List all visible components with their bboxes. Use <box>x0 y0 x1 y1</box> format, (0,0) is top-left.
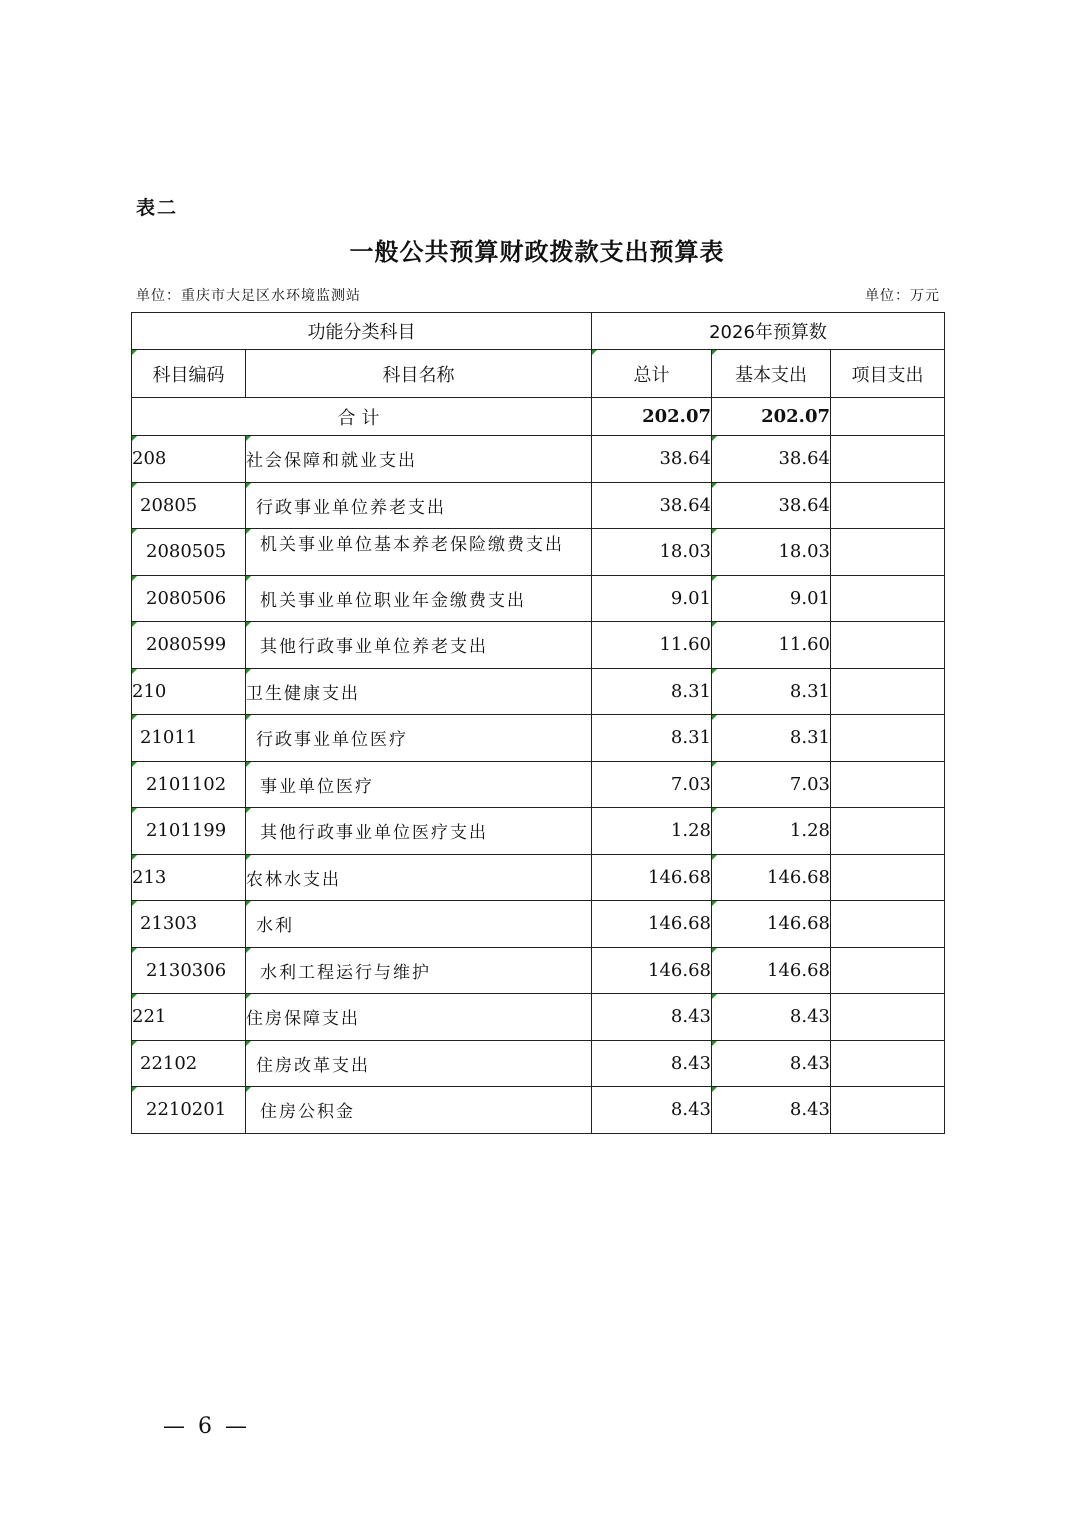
amount-project <box>831 854 945 901</box>
subject-name: 住房改革支出 <box>246 1040 592 1087</box>
amount-total: 8.31 <box>592 668 712 715</box>
amount-total: 146.68 <box>592 947 712 994</box>
table-row <box>132 1040 945 1087</box>
budget-table <box>131 312 945 1134</box>
header-row-columns <box>132 350 945 398</box>
amount-total: 38.64 <box>592 482 712 529</box>
subject-name: 事业单位医疗 <box>246 761 592 808</box>
subject-name: 机关事业单位职业年金缴费支出 <box>246 575 592 622</box>
amount-basic: 146.68 <box>712 947 831 994</box>
table-row <box>132 668 945 715</box>
amount-project <box>831 761 945 808</box>
total-amount: 202.07 <box>592 398 712 436</box>
table-row <box>132 854 945 901</box>
amount-basic: 146.68 <box>712 901 831 948</box>
page-title: 一般公共预算财政拨款支出预算表 <box>349 237 725 266</box>
subject-name: 其他行政事业单位医疗支出 <box>246 808 592 855</box>
table-label: 表二 <box>136 197 179 219</box>
amount-total: 146.68 <box>592 901 712 948</box>
subject-code: 221 <box>132 994 246 1041</box>
amount-project <box>831 1087 945 1134</box>
amount-basic: 9.01 <box>712 575 831 622</box>
subject-code: 2101102 <box>132 761 246 808</box>
amount-project <box>831 436 945 483</box>
amount-basic: 11.60 <box>712 622 831 669</box>
header-row-group <box>132 313 945 350</box>
subject-code: 2080599 <box>132 622 246 669</box>
total-basic-amount: 202.07 <box>712 398 831 436</box>
subject-name: 水利工程运行与维护 <box>246 947 592 994</box>
amount-total: 11.60 <box>592 622 712 669</box>
subject-code: 2130306 <box>132 947 246 994</box>
subject-code: 22102 <box>132 1040 246 1087</box>
subject-code: 208 <box>132 436 246 483</box>
amount-basic: 18.03 <box>712 529 831 576</box>
table-row <box>132 808 945 855</box>
amount-basic: 8.43 <box>712 994 831 1041</box>
amount-basic: 7.03 <box>712 761 831 808</box>
subject-code: 2101199 <box>132 808 246 855</box>
header-subject-name: 科目名称 <box>246 350 592 398</box>
subject-name: 水利 <box>246 901 592 948</box>
page-number: — 6 — <box>163 1414 250 1439</box>
unit-currency: 单位：万元 <box>865 288 940 304</box>
unit-organization: 单位：重庆市大足区水环境监测站 <box>136 288 361 304</box>
subject-code: 21011 <box>132 715 246 762</box>
subject-name: 社会保障和就业支出 <box>246 436 592 483</box>
header-function-classification: 功能分类科目 <box>132 313 592 350</box>
total-project-amount <box>831 398 945 436</box>
amount-total: 18.03 <box>592 529 712 576</box>
amount-project <box>831 808 945 855</box>
amount-total: 8.43 <box>592 994 712 1041</box>
table-row <box>132 575 945 622</box>
amount-project <box>831 715 945 762</box>
header-budget-year: 2026年预算数 <box>592 313 945 350</box>
amount-total: 9.01 <box>592 575 712 622</box>
table-row <box>132 622 945 669</box>
subject-name: 住房保障支出 <box>246 994 592 1041</box>
amount-total: 1.28 <box>592 808 712 855</box>
amount-project <box>831 668 945 715</box>
amount-basic: 8.31 <box>712 715 831 762</box>
amount-basic: 146.68 <box>712 854 831 901</box>
header-subject-code: 科目编码 <box>132 350 246 398</box>
subject-name <box>246 529 592 576</box>
subject-code: 210 <box>132 668 246 715</box>
header-total: 总计 <box>592 350 712 398</box>
subject-name: 农林水支出 <box>246 854 592 901</box>
table-row <box>132 901 945 948</box>
amount-basic: 8.43 <box>712 1087 831 1134</box>
amount-basic: 38.64 <box>712 436 831 483</box>
subject-name: 行政事业单位医疗 <box>246 715 592 762</box>
table-row <box>132 994 945 1041</box>
subject-code: 2210201 <box>132 1087 246 1134</box>
amount-project <box>831 901 945 948</box>
subject-code: 21303 <box>132 901 246 948</box>
amount-project <box>831 482 945 529</box>
amount-total: 146.68 <box>592 854 712 901</box>
amount-basic: 38.64 <box>712 482 831 529</box>
amount-basic: 8.31 <box>712 668 831 715</box>
table-row <box>132 947 945 994</box>
subject-name: 卫生健康支出 <box>246 668 592 715</box>
amount-total: 7.03 <box>592 761 712 808</box>
table-row <box>132 529 945 576</box>
amount-project <box>831 947 945 994</box>
table-row <box>132 1087 945 1134</box>
amount-basic: 1.28 <box>712 808 831 855</box>
subject-code: 20805 <box>132 482 246 529</box>
subject-code: 2080505 <box>132 529 246 576</box>
subject-name: 住房公积金 <box>246 1087 592 1134</box>
table-row <box>132 482 945 529</box>
subject-name: 行政事业单位养老支出 <box>246 482 592 529</box>
subject-code: 213 <box>132 854 246 901</box>
table-row <box>132 761 945 808</box>
subject-name: 其他行政事业单位养老支出 <box>246 622 592 669</box>
amount-project <box>831 622 945 669</box>
header-basic-expenditure: 基本支出 <box>712 350 831 398</box>
amount-total: 38.64 <box>592 436 712 483</box>
table-row <box>132 436 945 483</box>
total-row <box>132 398 945 436</box>
amount-project <box>831 575 945 622</box>
amount-total: 8.31 <box>592 715 712 762</box>
table-row <box>132 715 945 762</box>
total-label: 合计 <box>132 398 592 436</box>
amount-total: 8.43 <box>592 1040 712 1087</box>
header-project-expenditure: 项目支出 <box>831 350 945 398</box>
amount-project <box>831 529 945 576</box>
amount-project <box>831 994 945 1041</box>
subject-name-text: 机关事业单位基本养老保险缴费支出 <box>260 534 564 555</box>
subject-code: 2080506 <box>132 575 246 622</box>
amount-total: 8.43 <box>592 1087 712 1134</box>
amount-basic: 8.43 <box>712 1040 831 1087</box>
amount-project <box>831 1040 945 1087</box>
